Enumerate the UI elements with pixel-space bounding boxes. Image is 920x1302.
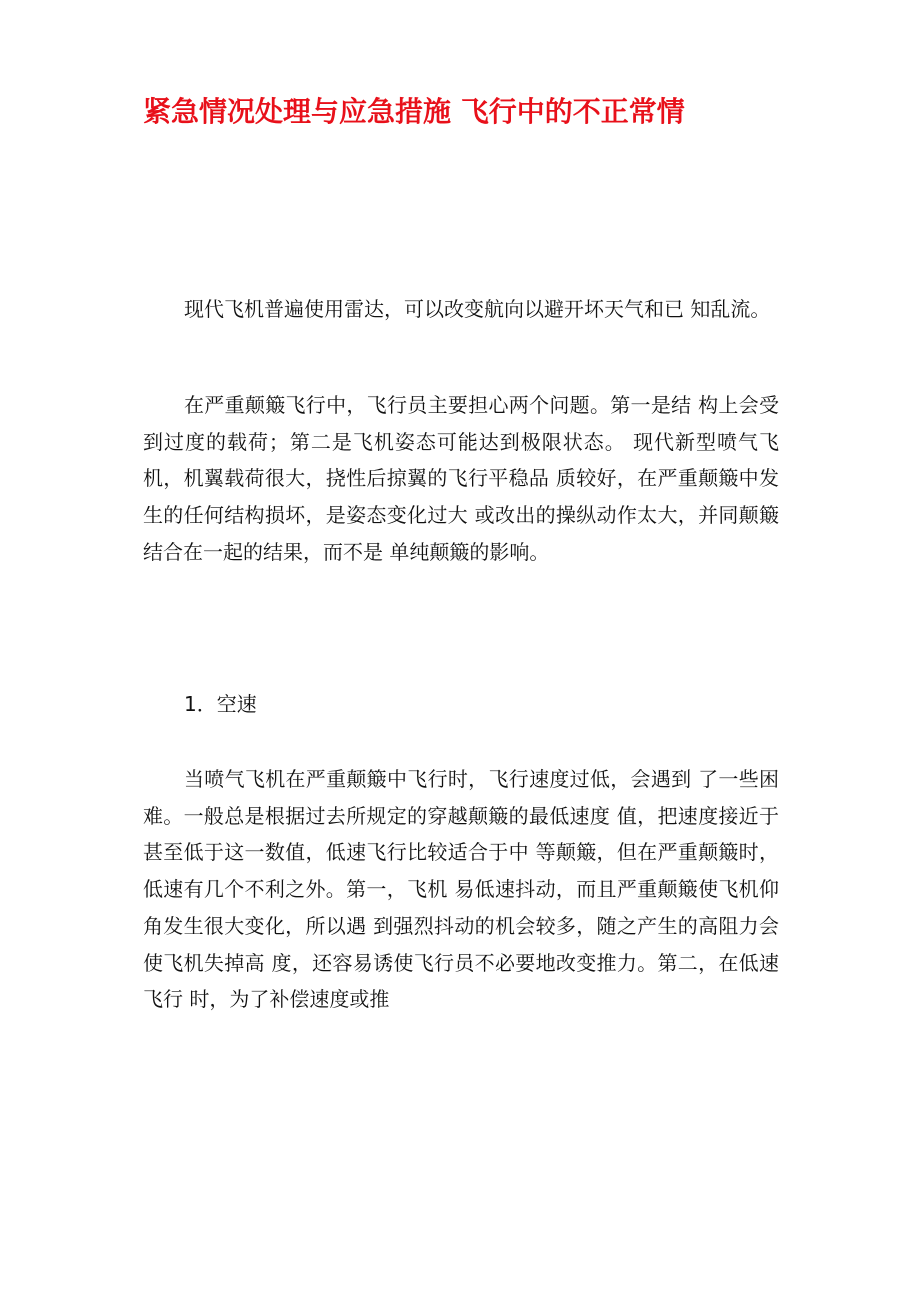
document-title: 紧急情况处理与应急措施 飞行中的不正常情: [143, 95, 685, 128]
paragraph-low-speed: 当喷气飞机在严重颠簸中飞行时，飞行速度过低，会遇到 了一些困难。一般总是根据过去所规定的穿越颠簸的最低速度 值，把速度接近于甚至低于这一数值，低速飞行比较适合于中 等颠簸，但在严重颠簸时，低速有几个不利之外。第一，飞机 易低速抖动，而且严重颠簸使飞机仰角发生很大变化，所以遇 到强烈抖动的机会较多，随之产生的高阻力会使飞机失掉高 度，还容易诱使飞行员不必要地改变推力。第二，在低速飞行 时，为了补偿速度或推: [143, 767, 779, 1012]
section-heading-airspeed: 1．空速: [184, 692, 257, 716]
paragraph-severe-turbulence: 在严重颠簸飞行中，飞行员主要担心两个问题。第一是结 构上会受到过度的载荷；第二是飞机姿态可能达到极限状态。 现代新型喷气飞机，机翼载荷很大，挠性后掠翼的飞行平稳品 质较好，在严重颠簸中发生的任何结构损坏，是姿态变化过大 或改出的操纵动作太大，并同颠簸结合在一起的结果，而不是 单纯颠簸的影响。: [143, 393, 779, 564]
paragraph-radar: 现代飞机普遍使用雷达，可以改变航向以避开坏天气和已 知乱流。: [184, 297, 771, 321]
